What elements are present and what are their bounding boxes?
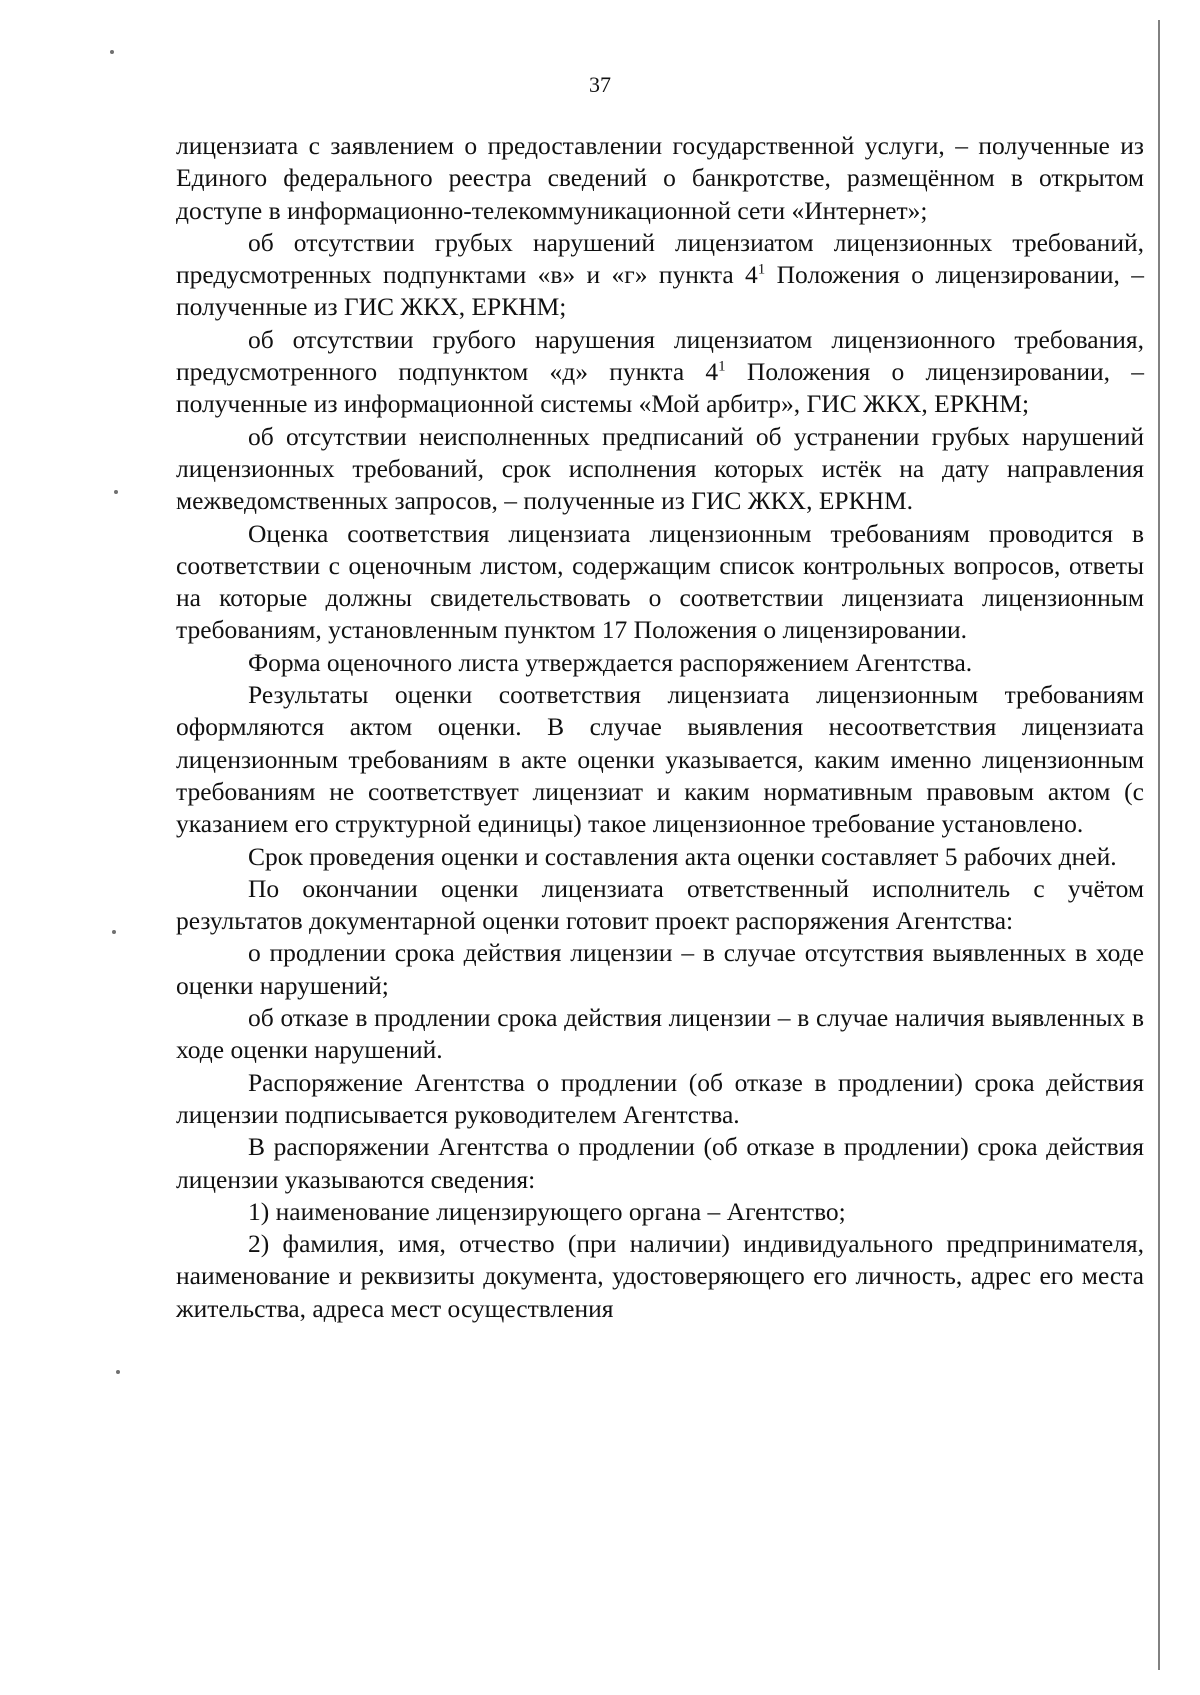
paragraph-10: о продлении срока действия лицензии – в случае отсутствия выявленных в ходе оценки нарушений;: [176, 938, 1144, 1000]
paragraph-6: Форма оценочного листа утверждается распоряжением Агентства.: [248, 647, 973, 677]
paragraph-7: Результаты оценки соответствия лицензиата лицензионным требованиям оформляются актом оценки. В случае выявления несоответствия лицензиата лицензионным требованиям в акте оценки указывается, каким именно лицензионным требованиям не соответствует лицензиат и каким нормативным правовым актом (с указанием его структурной единицы) такое лицензионное требование установлено.: [176, 680, 1144, 839]
paragraph-15: 2) фамилия, имя, отчество (при наличии) индивидуального предпринимателя, наименование и реквизиты документа, удостоверяющего его личность, адрес его места жительства, адреса мест осуществления: [176, 1229, 1144, 1323]
paragraph-3: об отсутствии грубого нарушения лицензиатом лицензионного требования, предусмотренного подпунктом «д» пункта $4^1$ Положения о лицензировании, – полученные из информационной системы «Мой арбитр», ГИС ЖКХ, ЕРКНМ;: [176, 324, 1144, 419]
paragraph-8: Срок проведения оценки и составления акта оценки составляет 5 рабочих дней.: [248, 841, 1117, 871]
paragraph-1: лицензиата с заявлением о предоставлении государственной услуги, – полученные из Единого федерального реестра сведений о банкротстве, размещённом в открытом доступе в информационно-телекоммуникационной сети «Интернет»;: [176, 131, 1144, 225]
paragraph-13: В распоряжении Агентства о продлении (об отказе в продлении) срока действия лицензии указываются сведения:: [176, 1132, 1144, 1194]
paragraph-12: Распоряжение Агентства о продлении (об отказе в продлении) срока действия лицензии подписывается руководителем Агентства.: [176, 1067, 1144, 1129]
paragraph-11: об отказе в продлении срока действия лицензии – в случае наличия выявленных в ходе оценки нарушений.: [176, 1003, 1144, 1065]
page-number: 37: [589, 72, 611, 97]
document-body: [176, 130, 1144, 1325]
paragraph-5: Оценка соответствия лицензиата лицензионным требованиям проводится в соответствии с оценочным листом, содержащим список контрольных вопросов, ответы на которые должны свидетельствовать о соответствии лицензиата лицензионным требованиям, установленным пунктом 17 Положения о лицензировании.: [176, 518, 1144, 645]
scan-speck: [116, 1370, 120, 1374]
paragraph-9: По окончании оценки лицензиата ответственный исполнитель с учётом результатов документарной оценки готовит проект распоряжения Агентства:: [176, 873, 1144, 936]
superscript: 1: [757, 261, 766, 278]
paragraph-4: об отсутствии неисполненных предписаний об устранении грубых нарушений лицензионных требований, срок исполнения которых истёк на дату направления межведомственных запросов, – полученные из ГИС ЖКХ, ЕРКНМ.: [176, 421, 1144, 516]
scan-speck: [112, 930, 116, 934]
scan-edge-line: [1158, 20, 1160, 1670]
paragraph-2: об отсутствии грубых нарушений лицензиатом лицензионных требований, предусмотренных подпунктами «в» и «г» пункта $4^1$ Положения о лицензировании, – полученные из ГИС ЖКХ, ЕРКНМ;: [176, 227, 1144, 322]
scan-speck: [110, 50, 114, 54]
scan-speck: [114, 490, 118, 494]
superscript: 1: [718, 358, 726, 375]
paragraph-14: 1) наименование лицензирующего органа – Агентство;: [248, 1196, 846, 1226]
